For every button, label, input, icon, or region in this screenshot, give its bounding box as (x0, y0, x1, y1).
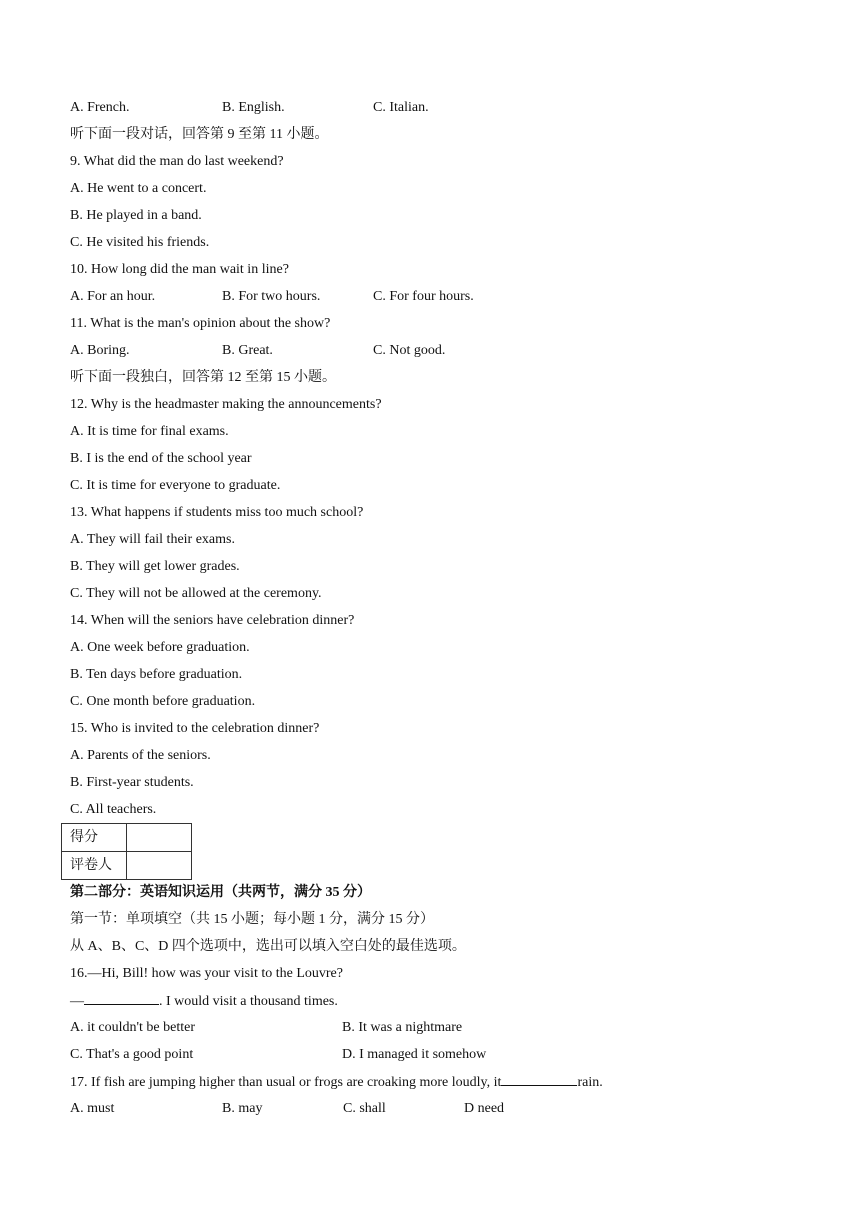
q9-option-b: B. He played in a band. (70, 208, 202, 223)
q10-stem: 10. How long did the man wait in line? (70, 262, 289, 277)
q14-option-c: C. One month before graduation. (70, 694, 256, 709)
q15-option-c: C. All teachers. (70, 802, 157, 817)
q16-option-d: D. I managed it somehow (342, 1047, 487, 1062)
q9-option-c: C. He visited his friends. (70, 235, 210, 250)
score-row (62, 824, 192, 852)
section1-title: 第一节：单项填空（共 15 小题；每小题 1 分，满分 15 分） (70, 912, 434, 927)
q17-option-b: B. may (222, 1101, 263, 1116)
q11-stem: 11. What is the man's opinion about the show? (70, 316, 331, 331)
score-cell (127, 824, 192, 852)
instruction-9-11: 听下面一段对话，回答第 9 至第 11 小题。 (70, 127, 329, 142)
q13-option-a: A. They will fail their exams. (70, 532, 235, 547)
q16-reply-dash: — (70, 994, 84, 1009)
q17-option-d: D need (464, 1101, 505, 1116)
q8-options (70, 97, 790, 124)
q12-option-a: A. It is time for final exams. (70, 424, 229, 439)
grader-row (62, 852, 192, 880)
q9-stem: 9. What did the man do last weekend? (70, 154, 284, 169)
q12-stem: 12. Why is the headmaster making the announcements? (70, 397, 382, 412)
q13-option-c: C. They will not be allowed at the ceremony. (70, 586, 322, 601)
q14-option-a: A. One week before graduation. (70, 640, 250, 655)
q16-options-row2 (70, 1044, 790, 1071)
q10-option-a: A. For an hour. (70, 289, 156, 304)
q8-option-c: C. Italian. (373, 100, 429, 115)
q17-answer-blank (501, 1071, 577, 1086)
q15-option-a: A. Parents of the seniors. (70, 748, 211, 763)
section1-instruction: 从 A、B、C、D 四个选项中，选出可以填入空白处的最佳选项。 (70, 939, 466, 954)
q10-option-c: C. For four hours. (373, 289, 474, 304)
q9-option-a: A. He went to a concert. (70, 181, 207, 196)
q16-reply (70, 990, 790, 1017)
q16-reply-text: . I would visit a thousand times. (159, 994, 338, 1009)
q15-option-b: B. First-year students. (70, 775, 194, 790)
q17-option-a: A. must (70, 1101, 115, 1116)
grader-cell (127, 852, 192, 880)
exam-page (70, 97, 790, 1125)
q16-answer-blank (84, 990, 159, 1005)
q11-option-a: A. Boring. (70, 343, 130, 358)
q8-option-b: B. English. (222, 100, 285, 115)
q14-stem: 14. When will the seniors have celebration dinner? (70, 613, 355, 628)
q12-option-c: C. It is time for everyone to graduate. (70, 478, 281, 493)
q17-option-c: C. shall (343, 1101, 386, 1116)
q17-stem-after: rain. (577, 1075, 603, 1090)
q15-stem: 15. Who is invited to the celebration dinner? (70, 721, 320, 736)
q10-options (70, 286, 790, 313)
q16-options-row1 (70, 1017, 790, 1044)
q17-stem (70, 1071, 790, 1098)
q17-options (70, 1098, 790, 1125)
part2-title: 第二部分：英语知识运用（共两节，满分 35 分） (70, 885, 371, 900)
q12-option-b: B. I is the end of the school year (70, 451, 252, 466)
score-table (61, 823, 192, 880)
q11-options (70, 340, 790, 367)
instruction-12-15: 听下面一段独白，回答第 12 至第 15 小题。 (70, 370, 336, 385)
q17-stem-before: 17. If fish are jumping higher than usual or frogs are croaking more loudly, it (70, 1075, 502, 1090)
q10-option-b: B. For two hours. (222, 289, 321, 304)
q14-option-b: B. Ten days before graduation. (70, 667, 243, 682)
q11-option-b: B. Great. (222, 343, 273, 358)
q16-option-a: A. it couldn't be better (70, 1020, 195, 1035)
q16-option-c: C. That's a good point (70, 1047, 194, 1062)
q13-stem: 13. What happens if students miss too much school? (70, 505, 364, 520)
grader-label: 评卷人 (62, 852, 127, 880)
q16-stem: 16.—Hi, Bill! how was your visit to the Louvre? (70, 966, 343, 981)
score-label: 得分 (62, 824, 127, 852)
q8-option-a: A. French. (70, 100, 130, 115)
q16-option-b: B. It was a nightmare (342, 1020, 463, 1035)
q11-option-c: C. Not good. (373, 343, 446, 358)
q13-option-b: B. They will get lower grades. (70, 559, 240, 574)
